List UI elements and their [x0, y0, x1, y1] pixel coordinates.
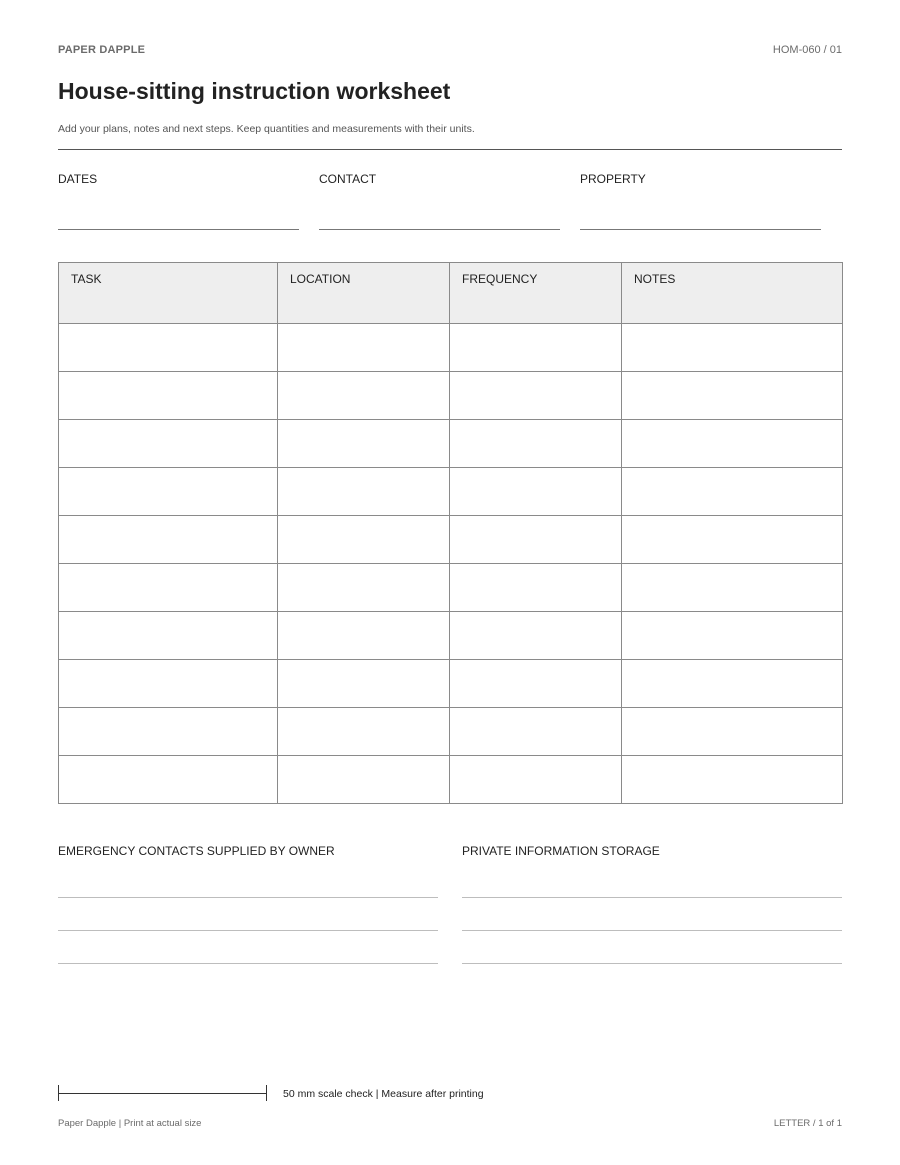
field-label-property: PROPERTY — [580, 172, 646, 186]
table-cell-notes[interactable] — [622, 564, 843, 612]
table-row — [59, 420, 843, 468]
table-cell-location[interactable] — [278, 756, 450, 804]
table-cell-notes[interactable] — [622, 516, 843, 564]
private-info-line[interactable] — [462, 897, 842, 898]
table-cell-task[interactable] — [59, 420, 278, 468]
table-cell-location[interactable] — [278, 516, 450, 564]
emergency-contacts-line[interactable] — [58, 930, 438, 931]
table-cell-task[interactable] — [59, 612, 278, 660]
table-row — [59, 708, 843, 756]
table-cell-frequency[interactable] — [450, 756, 622, 804]
emergency-contacts-line[interactable] — [58, 897, 438, 898]
table-row — [59, 324, 843, 372]
document-code: HOM-060 / 01 — [772, 44, 842, 56]
table-cell-location[interactable] — [278, 420, 450, 468]
contact-field[interactable] — [319, 229, 560, 230]
table-cell-frequency[interactable] — [450, 564, 622, 612]
scale-check-text: 50 mm scale check | Measure after printing — [283, 1088, 484, 1100]
table-cell-location[interactable] — [278, 372, 450, 420]
table-cell-frequency[interactable] — [450, 468, 622, 516]
section-label-private-info: PRIVATE INFORMATION STORAGE — [462, 844, 660, 858]
field-label-dates: DATES — [58, 172, 98, 186]
table-cell-task[interactable] — [59, 708, 278, 756]
table-row — [59, 516, 843, 564]
table-cell-location[interactable] — [278, 564, 450, 612]
scale-bar-line — [58, 1093, 267, 1094]
private-info-line[interactable] — [462, 963, 842, 964]
section-label-emergency-contacts: EMERGENCY CONTACTS SUPPLIED BY OWNER — [58, 844, 335, 858]
table-cell-task[interactable] — [59, 324, 278, 372]
scale-bar-tick-end — [266, 1085, 267, 1101]
table-header-row — [59, 263, 843, 324]
table-cell-task[interactable] — [59, 516, 278, 564]
table-cell-notes[interactable] — [622, 756, 843, 804]
column-header-task: TASK — [59, 263, 278, 324]
table-row — [59, 564, 843, 612]
property-field[interactable] — [580, 229, 821, 230]
table-cell-notes[interactable] — [622, 612, 843, 660]
table-cell-frequency[interactable] — [450, 612, 622, 660]
table-cell-task[interactable] — [59, 372, 278, 420]
table-row — [59, 660, 843, 708]
header-divider — [58, 149, 842, 150]
scale-bar — [58, 1085, 267, 1101]
page-subtitle: Add your plans, notes and next steps. Keep quantities and measurements with their units. — [58, 123, 475, 135]
table-cell-location[interactable] — [278, 660, 450, 708]
table-row — [59, 756, 843, 804]
column-header-location: LOCATION — [278, 263, 450, 324]
column-header-frequency: FREQUENCY — [450, 263, 622, 324]
table-cell-task[interactable] — [59, 756, 278, 804]
table-cell-task[interactable] — [59, 468, 278, 516]
table-cell-notes[interactable] — [622, 660, 843, 708]
table-cell-frequency[interactable] — [450, 660, 622, 708]
footer-left: Paper Dapple | Print at actual size — [58, 1118, 202, 1129]
table-cell-frequency[interactable] — [450, 420, 622, 468]
footer-page-info: LETTER / 1 of 1 — [773, 1118, 842, 1129]
table-cell-location[interactable] — [278, 708, 450, 756]
table-cell-frequency[interactable] — [450, 708, 622, 756]
table-cell-location[interactable] — [278, 468, 450, 516]
dates-field[interactable] — [58, 229, 299, 230]
table-cell-task[interactable] — [59, 660, 278, 708]
table-cell-notes[interactable] — [622, 372, 843, 420]
task-table-body — [59, 324, 843, 804]
table-cell-notes[interactable] — [622, 420, 843, 468]
brand-name: PAPER DAPPLE — [58, 44, 146, 56]
emergency-contacts-line[interactable] — [58, 963, 438, 964]
table-row — [59, 612, 843, 660]
column-header-notes: NOTES — [622, 263, 843, 324]
table-cell-notes[interactable] — [622, 708, 843, 756]
table-cell-location[interactable] — [278, 324, 450, 372]
table-cell-frequency[interactable] — [450, 324, 622, 372]
table-cell-task[interactable] — [59, 564, 278, 612]
table-cell-notes[interactable] — [622, 468, 843, 516]
table-cell-frequency[interactable] — [450, 516, 622, 564]
private-info-line[interactable] — [462, 930, 842, 931]
table-row — [59, 468, 843, 516]
table-cell-frequency[interactable] — [450, 372, 622, 420]
table-row — [59, 372, 843, 420]
table-cell-location[interactable] — [278, 612, 450, 660]
task-table — [58, 262, 843, 804]
page-title: House-sitting instruction worksheet — [58, 78, 451, 104]
table-cell-notes[interactable] — [622, 324, 843, 372]
field-label-contact: CONTACT — [319, 172, 377, 186]
